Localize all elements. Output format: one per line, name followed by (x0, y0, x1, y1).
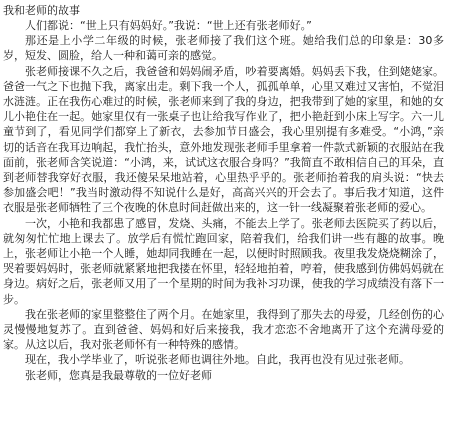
paragraph-7: 张老师，您真是我最尊敬的一位好老师 (25, 368, 212, 382)
paragraph-1: 人们都说：“世上只有妈妈好。”我说：“世上还有张老师好。” (25, 19, 312, 32)
paragraph-4: 一次，小艳和我都患了感冒，发烧、头痛，不能去上学了。张老师去医院买了药以后，就匆匆忙忙地上课去了。放学后有慌忙跑回家，陪着我们，给我们讲一些有趣的故事。晚上，张老师让小艳一个人睡，她却同我睡在一起，以便时时照顾我。夜里我发烧烧糊涂了，哭着要妈妈时，张老师就紧紧地把我搂在怀里，轻轻地拍着，哼着，使我感到仿佛妈妈就在身边。病好之后，张老师又用了一个星期的时间为我补习功课，使我的学习成绩没有落下一步。 (3, 216, 444, 306)
paragraph-3: 张老师接课不久之后，我爸爸和妈妈闹矛盾，吵着要离婚。妈妈丢下我，住到姥姥家。爸爸一气之下也抛下我，离家出走。剩下我一个人，孤孤单单，心里又难过又害怕，不觉泪水涟涟。正在我伤心难过的时候，张老师来到了我的身边，把我带到了她的家里，和她的女儿小艳住在一起。她家里仅有一张桌子也让给我写作业了，把小艳赶到小床上写字。六一儿童节到了，看见同学们都穿上了新衣，去参加节日盛会，我心里别提有多难受。“小鸿，”亲切的话音在我耳边响起，我忙抬头，意外地发现张老师手里拿着一件款式新颖的衣服站在我面前，张老师含笑说道：“小鸿，来，试试这衣服合身吗？”我简直不敢相信自己的耳朵，直到老师替我穿好衣服，我还傻呆呆地站着，心里热乎乎的。张老师抬着我的肩头说：“快去参加盛会吧！”我当时激动得不知说什么是好，高高兴兴的开会去了。事后我才知道，这件衣服是张老师牺牲了三个夜晚的休息时间赶做出来的，这一针一线凝聚着张老师的爱心。 (3, 64, 444, 215)
paragraph-6: 现在，我小学毕业了，听说张老师也调往外地。自此，我再也没有见过张老师。 (25, 353, 410, 367)
document-title: 我和老师的故事 (3, 4, 80, 17)
paragraph-5: 我在张老师的家里整整住了两个月。在她家里，我得到了那失去的母爱，几经创伤的心灵慢慢地复苏了。直到爸爸、妈妈和好后来接我，我才恋恋不舍地离开了这个充满母爱的家。从这以后，我对张老师怀有一种特殊的感情。 (3, 307, 444, 352)
paragraph-2: 那还是上小学二年级的时候，张老师接了我们这个班。她给我们总的印象是：30多岁，短发、圆脸，给人一种和蔼可亲的感觉。 (3, 34, 444, 63)
